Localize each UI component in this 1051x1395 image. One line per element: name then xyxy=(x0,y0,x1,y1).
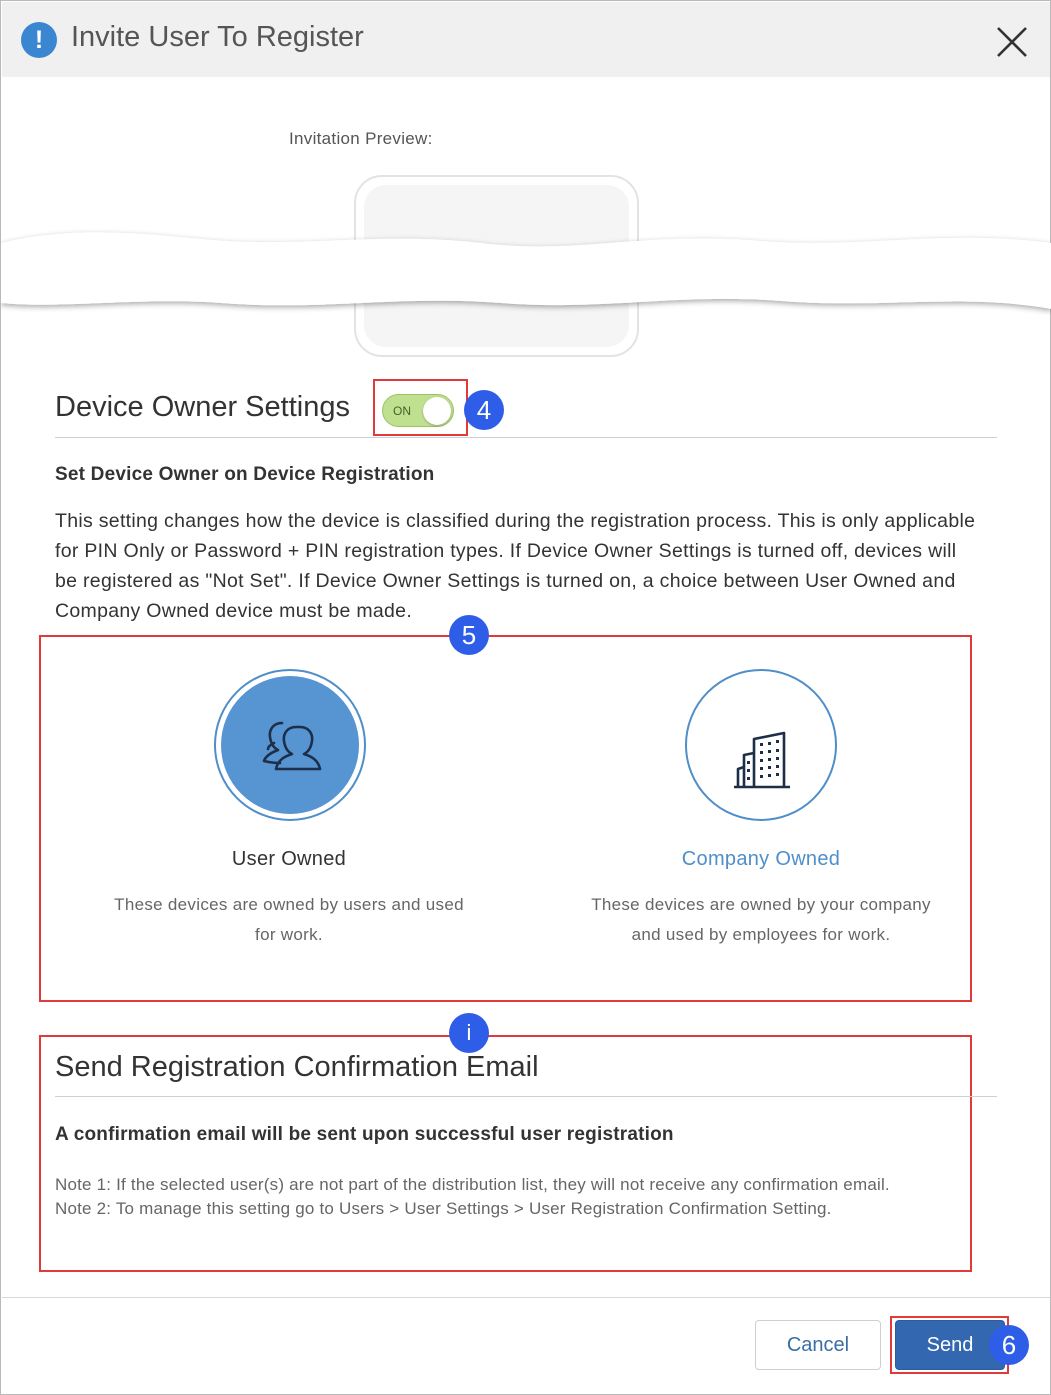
annotation-badge-i: i xyxy=(449,1013,489,1053)
screenshot-break xyxy=(1,223,1051,315)
section-divider xyxy=(55,1096,997,1097)
device-owner-settings-title: Device Owner Settings xyxy=(55,391,350,423)
confirmation-note-2: Note 2: To manage this setting go to Users > User Settings > User Registration Confirmation Setting. xyxy=(55,1199,832,1218)
confirmation-email-subheading: A confirmation email will be sent upon successful user registration xyxy=(55,1124,674,1145)
company-owned-description: These devices are owned by your company and used by employees for work. xyxy=(591,895,931,944)
device-owner-subheading: Set Device Owner on Device Registration xyxy=(55,464,435,485)
device-owner-toggle[interactable] xyxy=(382,394,454,427)
cancel-button[interactable]: Cancel xyxy=(755,1320,881,1370)
close-x-icon xyxy=(994,24,1030,60)
device-owner-description: This setting changes how the device is classified during the registration process. This is only applicable for PIN Only or Password + PIN registration types. If Device Owner Settings is turned off, devices will be registered as "Not Set". If Device Owner Settings is turned on, a choice between User Owned and Company Owned device must be made. xyxy=(55,510,976,622)
toggle-state-label: ON xyxy=(393,404,411,418)
confirmation-email-title: Send Registration Confirmation Email xyxy=(55,1051,539,1083)
user-owned-title: User Owned xyxy=(231,848,347,870)
annotation-badge-5: 5 xyxy=(449,615,489,655)
user-owned-option[interactable] xyxy=(214,669,366,821)
annotation-badge-6: 6 xyxy=(989,1325,1029,1365)
company-owned-title: Company Owned xyxy=(681,848,841,870)
dialog-header xyxy=(2,2,1050,77)
company-owned-option[interactable] xyxy=(685,669,837,821)
invitation-preview-label: Invitation Preview: xyxy=(289,129,433,148)
user-owned-description: These devices are owned by users and used for work. xyxy=(114,895,464,944)
annotation-badge-4: 4 xyxy=(464,390,504,430)
users-icon xyxy=(258,719,324,775)
send-button[interactable]: Send xyxy=(895,1320,1005,1370)
footer-divider xyxy=(2,1297,1050,1298)
toggle-knob xyxy=(423,397,451,425)
exclamation-circle-icon: ! xyxy=(21,22,57,58)
confirmation-note-1: Note 1: If the selected user(s) are not part of the distribution list, they will not receive any confirmation email. xyxy=(55,1175,890,1194)
building-icon xyxy=(730,729,794,791)
close-button[interactable] xyxy=(994,24,1030,60)
section-divider xyxy=(55,437,997,438)
dialog-title: Invite User To Register xyxy=(71,21,364,53)
